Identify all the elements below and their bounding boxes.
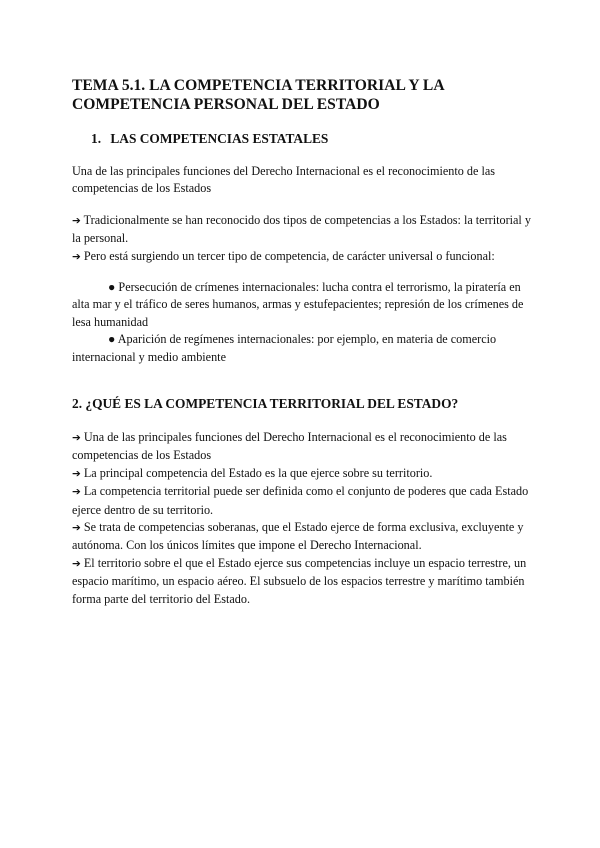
title-line-1: TEMA 5.1. LA COMPETENCIA TERRITORIAL Y LA [72,77,445,94]
bullet-item [72,279,534,331]
bullet-text: Persecución de crímenes internacionales: lucha contra el terrorismo, la piratería en alta mar y el tráfico de seres humanos, armas y estufepacientes; represión de los crímenes de lesa humanidad [72,280,524,329]
arrow-icon: ➔ [72,522,81,535]
point-text: Se trata de competencias soberanas, que el Estado ejerce de forma exclusiva, excluyente y autónoma. Con los únicos límites que impone el Derecho Internacional. [72,520,524,553]
arrow-point [72,519,534,555]
arrow-point [72,483,534,519]
point-text: Tradicionalmente se han reconocido dos tipos de competencias a los Estados: la territorial y la personal. [72,213,531,246]
arrow-icon: ➔ [72,432,81,444]
section-1-number: 1. [91,131,102,146]
point-text: Una de las principales funciones del Derecho Internacional es el reconocimiento de las competencias de los Estados [72,430,507,463]
bullet-icon: ● [108,280,116,294]
point-text: Pero está surgiendo un tercer tipo de competencia, de carácter universal o funcional: [83,248,495,263]
section-1-heading [91,131,328,147]
title-line-2: COMPETENCIA PERSONAL DEL ESTADO [72,96,380,113]
arrow-point [72,555,534,608]
arrow-point [72,465,534,483]
point-text: La competencia territorial puede ser definida como el conjunto de poderes que cada Estado ejerce dentro de su territorio. [72,484,529,517]
arrow-icon: ➔ [72,486,81,499]
document-title [72,76,542,114]
bullet-text: Aparición de regímenes internacionales: por ejemplo, en materia de comercio internacional y medio ambiente [72,332,497,364]
arrow-icon: ➔ [72,250,81,263]
section-1-points [72,212,534,266]
section-2-heading: 2. ¿QUÉ ES LA COMPETENCIA TERRITORIAL DEL ESTADO? [72,396,459,411]
arrow-icon: ➔ [72,467,81,480]
point-text: El territorio sobre el que el Estado ejerce sus competencias incluye un espacio terrestre, un espacio marítimo, un espacio aéreo. El subsuelo de los espacios terrestre y marítimo también forma parte del territorio del Estado. [72,555,527,606]
section-1-intro [72,163,534,198]
arrow-icon: ➔ [72,215,81,227]
arrow-icon: ➔ [72,557,81,570]
section-1-title: LAS COMPETENCIAS ESTATALES [110,131,329,146]
point-text: La principal competencia del Estado es la que ejerce sobre su territorio. [83,465,433,480]
section-2-points [72,429,534,608]
section-1-bullets [72,279,534,366]
bullet-icon: ● [108,332,116,347]
intro-paragraph: Una de las principales funciones del Derecho Internacional es el reconocimiento de las competencias de los Estados [72,164,496,196]
bullet-item [72,331,534,366]
arrow-point [72,429,534,465]
arrow-point [72,212,534,248]
arrow-point [72,248,534,266]
